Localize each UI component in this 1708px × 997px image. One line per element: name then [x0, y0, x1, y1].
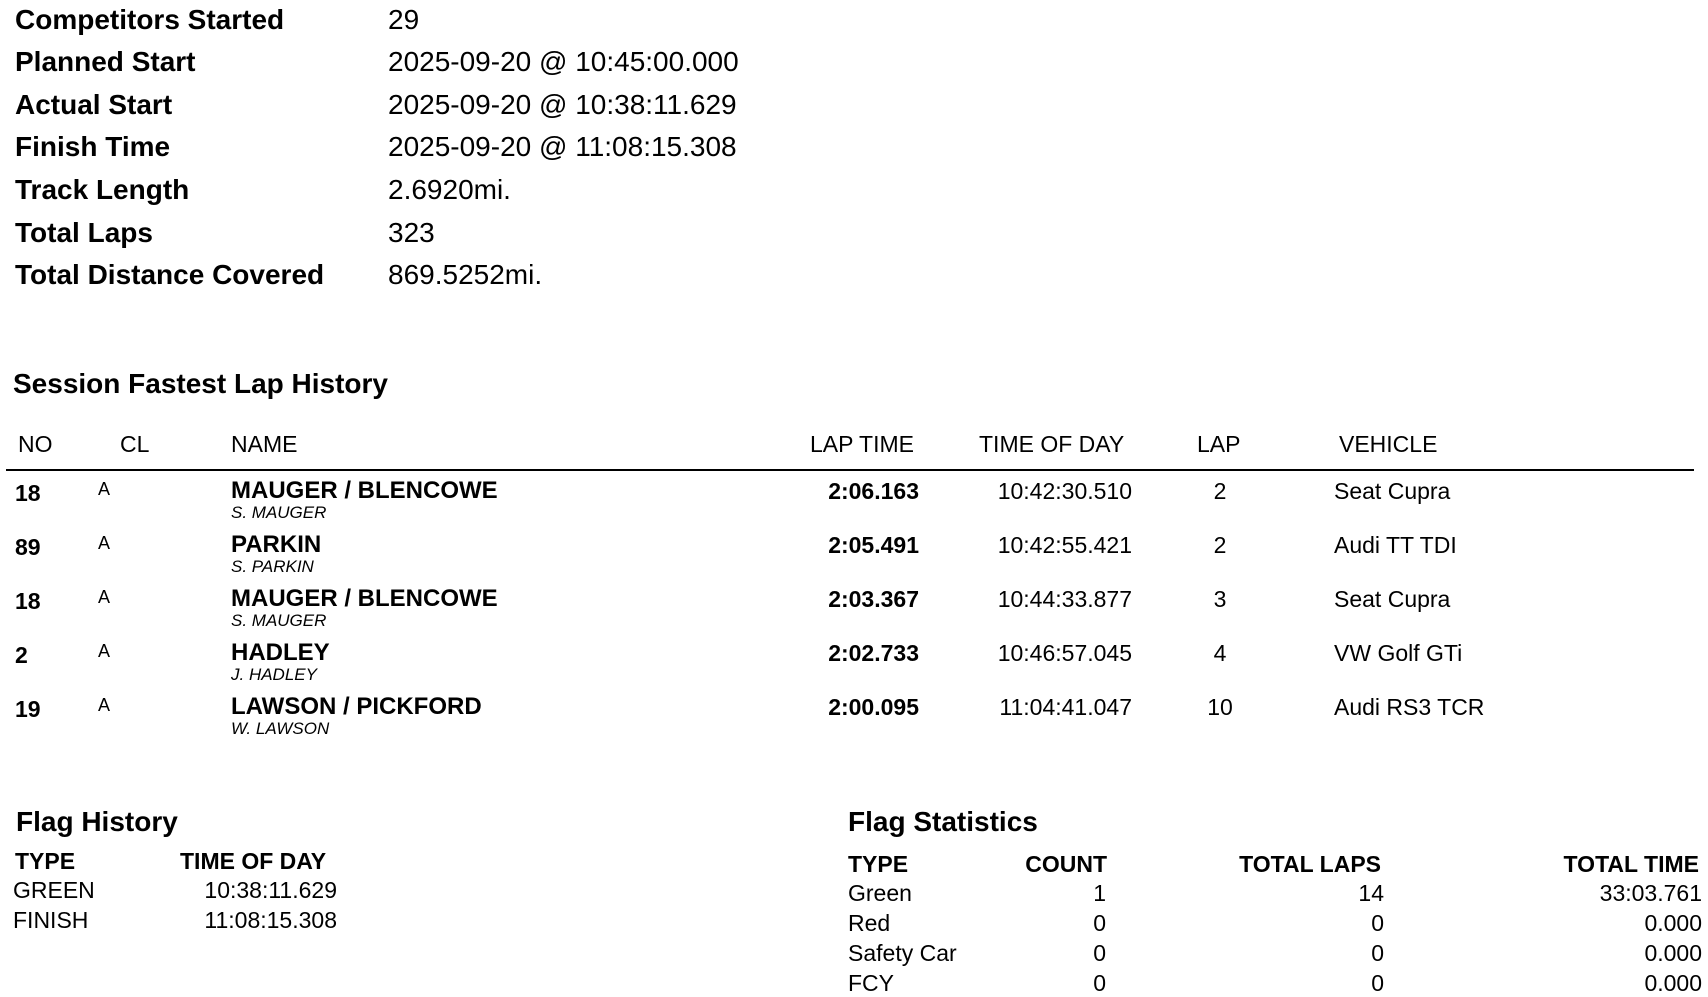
lap-time: 2:00.095: [828, 694, 919, 720]
car-class: A: [98, 587, 111, 607]
flag-stats-total-laps: 0: [1371, 910, 1384, 936]
driver-name: W. LAWSON: [231, 719, 330, 738]
time-of-day: 10:46:57.045: [997, 640, 1132, 666]
car-class: A: [98, 479, 111, 499]
flag-stats-count: 0: [1093, 940, 1106, 966]
car-number: 18: [15, 480, 41, 506]
header-divider: [6, 469, 1694, 471]
time-of-day: 10:42:55.421: [997, 532, 1132, 558]
flag-history-header-type: TYPE: [15, 848, 76, 874]
lap-number: 2: [1213, 478, 1227, 504]
flag-stats-count: 0: [1093, 910, 1106, 936]
vehicle: Seat Cupra: [1334, 478, 1451, 504]
summary-value-competitors-started: 29: [388, 4, 420, 35]
vehicle: Audi RS3 TCR: [1334, 694, 1485, 720]
flag-stats-total-laps: 14: [1358, 880, 1384, 906]
table-row: [0, 527, 1708, 581]
flag-stats-total-time: 0.000: [1644, 910, 1702, 936]
driver-name: S. PARKIN: [231, 557, 314, 576]
lap-time: 2:06.163: [828, 478, 919, 504]
flag-history-header-time: TIME OF DAY: [180, 848, 327, 874]
flag-stats-header-type: TYPE: [848, 851, 909, 877]
car-number: 2: [15, 642, 28, 668]
flag-history-type: FINISH: [13, 907, 89, 933]
time-of-day: 10:42:30.510: [997, 478, 1132, 504]
vehicle: VW Golf GTi: [1334, 640, 1463, 666]
entry-name: LAWSON / PICKFORD: [231, 693, 482, 720]
col-header-lap: LAP: [1197, 431, 1241, 457]
table-row: [0, 689, 1708, 743]
summary-value-total-distance: 869.5252mi.: [388, 259, 543, 290]
summary-label-planned-start: Planned Start: [15, 46, 196, 77]
col-header-vehicle: VEHICLE: [1339, 431, 1438, 457]
lap-number: 3: [1213, 586, 1227, 612]
flag-stats-total-laps: 0: [1371, 970, 1384, 996]
summary-label-actual-start: Actual Start: [15, 89, 173, 120]
car-number: 19: [15, 696, 41, 722]
flag-history-time: 10:38:11.629: [204, 877, 337, 903]
summary-label-track-length: Track Length: [15, 174, 190, 205]
flag-stats-total-time: 0.000: [1644, 940, 1702, 966]
flag-stats-type: Red: [848, 910, 891, 936]
driver-name: J. HADLEY: [231, 665, 317, 684]
flag-history-time: 11:08:15.308: [204, 907, 337, 933]
col-header-lap-time: LAP TIME: [810, 431, 914, 457]
car-number: 18: [15, 588, 41, 614]
flag-stats-type: Green: [848, 880, 912, 906]
flag-statistics-title: Flag Statistics: [848, 806, 1038, 837]
flag-stats-type: FCY: [848, 970, 894, 996]
summary-label-competitors-started: Competitors Started: [15, 4, 285, 35]
vehicle: Audi TT TDI: [1334, 532, 1457, 558]
vehicle: Seat Cupra: [1334, 586, 1451, 612]
summary-value-track-length: 2.6920mi.: [388, 174, 511, 205]
flag-stats-count: 0: [1093, 970, 1106, 996]
flag-stats-total-laps: 0: [1371, 940, 1384, 966]
flag-stats-header-total-laps: TOTAL LAPS: [1239, 851, 1381, 877]
col-header-name: NAME: [231, 431, 298, 457]
time-of-day: 10:44:33.877: [997, 586, 1132, 612]
flag-stats-header-total-time: TOTAL TIME: [1563, 851, 1699, 877]
summary-label-total-distance: Total Distance Covered: [15, 259, 325, 290]
entry-name: MAUGER / BLENCOWE: [231, 585, 498, 612]
fastest-lap-history-title: Session Fastest Lap History: [13, 368, 389, 399]
entry-name: HADLEY: [231, 639, 330, 666]
col-header-time-of-day: TIME OF DAY: [979, 431, 1125, 457]
table-row: [0, 635, 1708, 689]
flag-stats-type: Safety Car: [848, 940, 957, 966]
summary-label-total-laps: Total Laps: [15, 217, 153, 248]
summary-value-finish-time: 2025-09-20 @ 11:08:15.308: [388, 131, 737, 162]
entry-name: PARKIN: [231, 531, 322, 558]
flag-stats-total-time: 33:03.761: [1599, 880, 1702, 906]
flag-stats-header-count: COUNT: [1025, 851, 1107, 877]
flag-history-title: Flag History: [16, 806, 178, 837]
lap-number: 2: [1213, 532, 1227, 558]
entry-name: MAUGER / BLENCOWE: [231, 477, 498, 504]
driver-name: S. MAUGER: [231, 611, 327, 630]
summary-label-finish-time: Finish Time: [15, 131, 171, 162]
car-class: A: [98, 641, 111, 661]
table-row: [0, 581, 1708, 635]
flag-history-type: GREEN: [13, 877, 95, 903]
lap-time: 2:03.367: [828, 586, 919, 612]
summary-value-total-laps: 323: [388, 217, 435, 248]
col-header-cl: CL: [120, 431, 150, 457]
time-of-day: 11:04:41.047: [999, 694, 1132, 720]
lap-time: 2:02.733: [828, 640, 919, 666]
lap-time: 2:05.491: [828, 532, 919, 558]
driver-name: S. MAUGER: [231, 503, 327, 522]
flag-stats-total-time: 0.000: [1644, 970, 1702, 996]
lap-number: 4: [1213, 640, 1227, 666]
table-row: [0, 473, 1708, 527]
summary-value-planned-start: 2025-09-20 @ 10:45:00.000: [388, 46, 739, 77]
lap-number: 10: [1207, 694, 1233, 720]
car-class: A: [98, 695, 111, 715]
car-number: 89: [15, 534, 41, 560]
col-header-no: NO: [18, 431, 53, 457]
car-class: A: [98, 533, 111, 553]
summary-value-actual-start: 2025-09-20 @ 10:38:11.629: [388, 89, 737, 120]
flag-stats-count: 1: [1093, 880, 1106, 906]
